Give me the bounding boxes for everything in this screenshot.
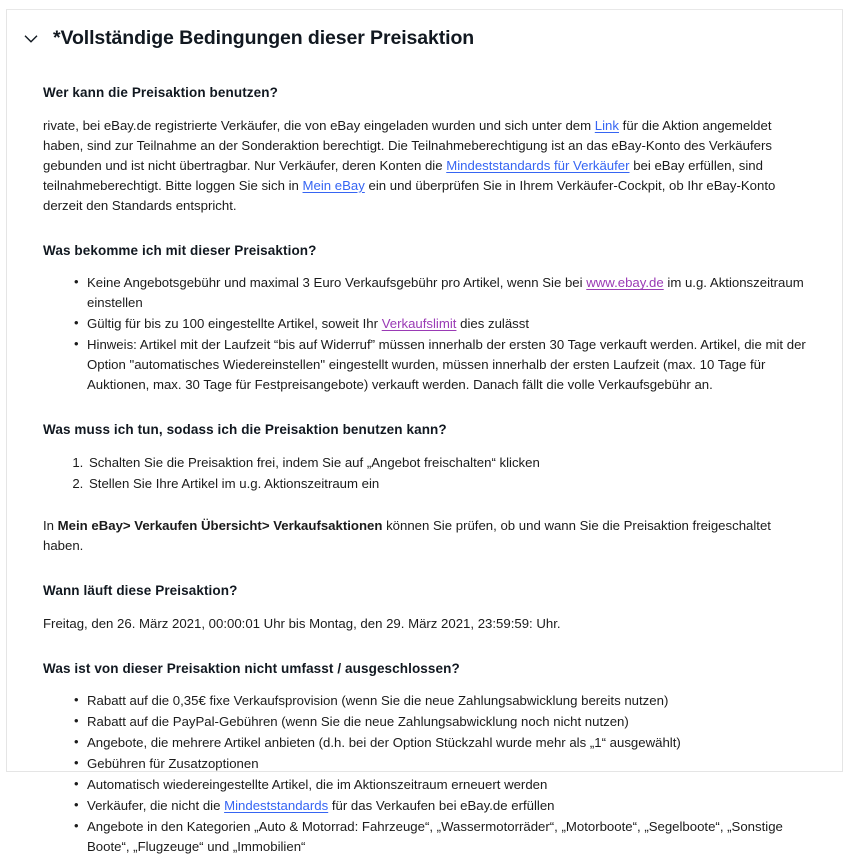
terms-accordion-card (6, 9, 843, 855)
section-todo-heading: Was muss ich tun, sodass ich die Preisaktion benutzen kann? (43, 422, 447, 438)
breadcrumb-mein-ebay: Mein eBay (57, 518, 123, 534)
excluded-list (43, 691, 806, 857)
list-item (87, 796, 806, 816)
accordion-header-toggle[interactable] (7, 10, 842, 50)
link-aktion-anmeldung[interactable]: Link (594, 117, 619, 133)
promotion-period-text: Freitag, den 26. März 2021, 00:00:01 Uhr bis Montag, den 29. März 2021, 23:59:59: Uhr. (43, 615, 561, 631)
link-mein-ebay[interactable]: Mein eBay (302, 177, 365, 193)
note-suffix: können Sie prüfen, ob und wann Sie die Preisaktion freigeschaltet haben. (43, 518, 771, 554)
list-item: • Rabatt auf die PayPal-Gebühren (wenn Sie die neue Zahlungsabwicklung noch nicht nutzen) (87, 712, 806, 732)
section-who (43, 84, 806, 216)
excluded-6-part1: Verkäufer, die nicht die (87, 798, 221, 814)
link-verkaufslimit[interactable]: Verkaufslimit (381, 316, 457, 332)
breadcrumb-sep-1: > (122, 518, 131, 534)
benefit-2-part1: Gültig für bis zu 100 eingestellte Artikel, soweit Ihr (87, 316, 379, 332)
list-item: • Hinweis: Artikel mit der Laufzeit “bis auf Widerruf” müssen innerhalb der ersten 30 Tage verkauft werden. Artikel, die mit der Option "automatisches Wiedereinstellen" eingestellt wurden, müssen innerhalb der ersten Laufzeit (max. 10 Tage für Auktionen, max. 30 Tage für Festpreisangebote) verkauft werden. Danach fällt die volle Verkaufsgebühr an. (87, 335, 806, 395)
breadcrumb-verkaufen-uebersicht: Verkaufen Übersicht (134, 518, 262, 534)
section-who-paragraph (43, 116, 806, 216)
benefit-2-part2: dies zulässt (460, 316, 530, 332)
list-item: 1. Schalten Sie die Preisaktion frei, indem Sie auf „Angebot freischalten“ klicken (87, 453, 806, 473)
todo-steps-list (43, 453, 806, 494)
breadcrumb-sep-2: > (261, 518, 270, 534)
todo-path-note (43, 516, 806, 556)
benefit-1-part2: im u.g. Aktionszeitraum einstellen (87, 275, 804, 311)
excluded-6-part2: für das Verkaufen bei eBay.de erfüllen (331, 798, 555, 814)
benefits-list (43, 273, 806, 395)
section-benefits (43, 242, 806, 396)
list-item: 2. Stellen Sie Ihre Artikel im u.g. Aktionszeitraum ein (87, 474, 806, 494)
who-text-part3: bei eBay erfüllen, sind teilnahmeberechtigt. Bitte loggen Sie sich in (43, 157, 763, 193)
breadcrumb-verkaufsaktionen: Verkaufsaktionen (273, 518, 383, 534)
link-www-ebay-de[interactable]: www.ebay.de (586, 275, 664, 291)
section-when-heading: Wann läuft diese Preisaktion? (43, 583, 238, 599)
section-todo (43, 421, 806, 556)
link-mindeststandards[interactable]: Mindeststandards (224, 798, 329, 814)
note-prefix: In (43, 518, 54, 534)
section-when (43, 582, 806, 634)
section-excluded-heading: Was ist von dieser Preisaktion nicht umfasst / ausgeschlossen? (43, 660, 460, 676)
link-mindeststandards-fuer-verkaeufer[interactable]: Mindeststandards für Verkäufer (446, 157, 630, 173)
benefit-1-part1: Keine Angebotsgebühr und maximal 3 Euro Verkaufsgebühr pro Artikel, wenn Sie bei (87, 275, 583, 291)
section-excluded (43, 660, 806, 857)
list-item: • Angebote in den Kategorien „Auto & Motorrad: Fahrzeuge“, „Wassermotorräder“, „Motorboote“, „Segelboote“, „Sonstige Boote“, „Flugzeuge“ und „Immobilien“ (87, 817, 806, 857)
list-item: • Automatisch wiedereingestellte Artikel, die im Aktionszeitraum erneuert werden (87, 775, 806, 795)
list-item (87, 314, 806, 334)
list-item: • Rabatt auf die 0,35€ fixe Verkaufsprovision (wenn Sie die neue Zahlungsabwicklung bereits nutzen) (87, 691, 806, 711)
who-text-part1: rivate, bei eBay.de registrierte Verkäufer, die von eBay eingeladen wurden und sich unter dem (43, 117, 592, 133)
who-text-part4: ein und überprüfen Sie in Ihrem Verkäufer-Cockpit, ob Ihr eBay-Konto derzeit den Standards entspricht. (43, 177, 776, 213)
list-item: • Angebote, die mehrere Artikel anbieten (d.h. bei der Option Stückzahl wurde mehr als „1“ ausgewählt) (87, 733, 806, 753)
who-text-part2: für die Aktion angemeldet haben, sind zur Teilnahme an der Sonderaktion berechtigt. Die Teilnahmeberechtigung ist an das eBay-Konto des Verkäufers gebunden und ist nicht übertragbar. Nur Verkäufer, deren Konten die (43, 117, 772, 173)
list-item (87, 273, 806, 313)
chevron-down-icon[interactable] (21, 29, 41, 49)
page-title: *Vollständige Bedingungen dieser Preisaktion (53, 27, 475, 49)
accordion-body (7, 84, 842, 857)
section-benefits-heading: Was bekomme ich mit dieser Preisaktion? (43, 242, 317, 258)
section-who-heading: Wer kann die Preisaktion benutzen? (43, 85, 278, 101)
list-item: • Gebühren für Zusatzoptionen (87, 754, 806, 774)
